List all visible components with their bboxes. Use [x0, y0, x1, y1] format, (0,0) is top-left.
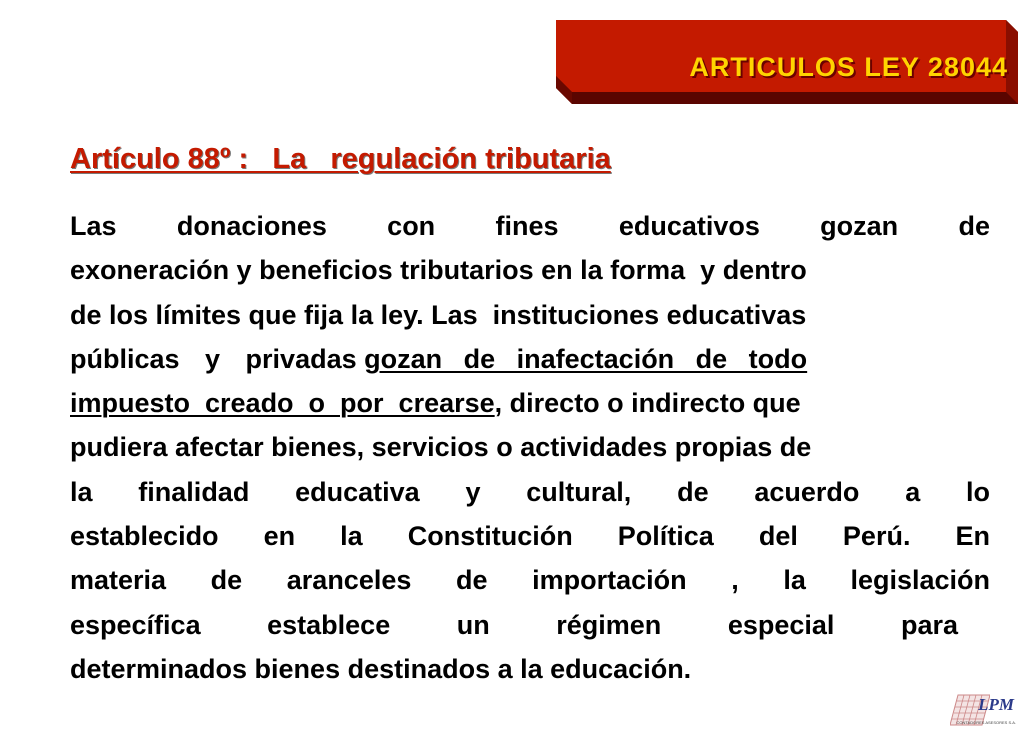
body-line-3: de los límites que fija la ley. Las instituciones educativas: [70, 299, 807, 330]
article-body: [70, 204, 990, 691]
body-line-5-end: , directo o indirecto que: [494, 388, 801, 419]
body-line-11: determinados bienes destinados a la educación.: [70, 653, 692, 684]
article-title: Artículo 88º : La regulación tributaria: [70, 143, 611, 175]
logo-text: LPM: [978, 695, 1014, 714]
body-line-6: pudiera afectar bienes, servicios o actividades propias de: [70, 432, 812, 463]
body-line-5: [70, 381, 990, 425]
title-banner: [556, 20, 1018, 104]
body-line-1: Las donaciones con fines educativos gozan de: [70, 211, 990, 241]
body-line-10: específica establece un régimen especial para: [70, 609, 958, 640]
logo-subtext: CONTADORES ASESORES S.A.: [956, 720, 1016, 725]
body-line-4-start: públicas y privadas: [70, 343, 357, 374]
underlined-phrase-2: impuesto creado o por crearse: [70, 388, 495, 419]
body-line-7: la finalidad educativa y cultural, de acuerdo a lo: [70, 476, 990, 507]
company-logo: [950, 693, 1016, 727]
body-line-8: establecido en la Constitución Política del Perú. En: [70, 521, 990, 552]
body-line-2: exoneración y beneficios tributarios en la forma y dentro: [70, 255, 807, 286]
banner-title: ARTICULOS LEY 28044: [689, 52, 1008, 82]
body-line-9: materia de aranceles de importación , la legislación: [70, 565, 990, 596]
body-line-4: [70, 337, 990, 381]
underlined-phrase-1: gozan de inafectación de todo: [364, 343, 808, 374]
